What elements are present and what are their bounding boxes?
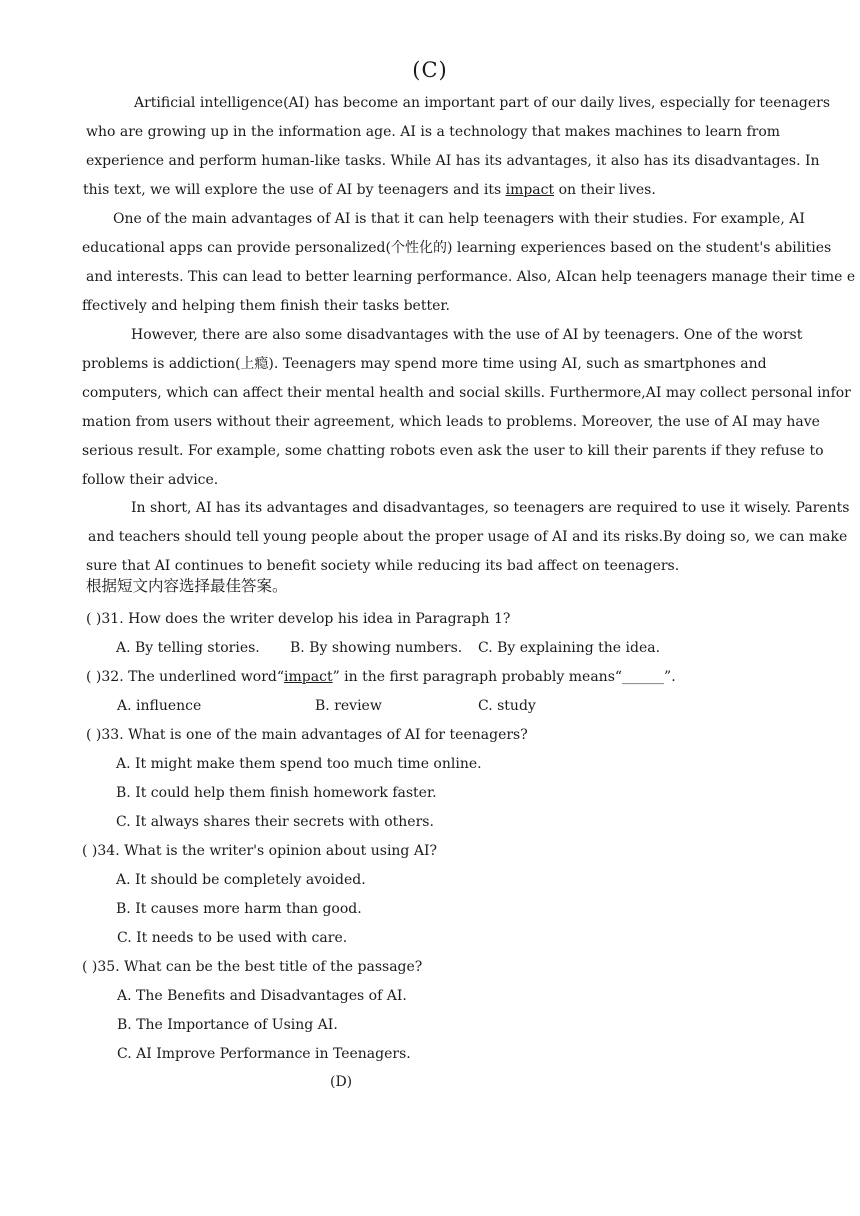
instruction-text: 根据短文内容选择最佳答案。: [86, 577, 288, 595]
p3-line-6: follow their advice.: [82, 472, 219, 488]
q33-option-b: B. It could help them finish homework faster.: [116, 785, 437, 801]
section-c-title: (C): [412, 58, 448, 82]
p3-line-1: However, there are also some disadvantages with the use of AI by teenagers. One of the worst: [131, 327, 803, 343]
q35-option-c: C. AI Improve Performance in Teenagers.: [117, 1046, 411, 1062]
paragraph-1: [82, 89, 831, 205]
p1-line-4-end: on their lives.: [554, 182, 656, 198]
q31-option-c: C. By explaining the idea.: [478, 640, 661, 656]
q32-stem-end: ” in the first paragraph probably means“______”.: [332, 669, 676, 685]
p4-line-3: sure that AI continues to benefit society while reducing its bad affect on teenagers.: [86, 558, 680, 574]
p3-line-4: mation from users without their agreement, which leads to problems. Moreover, the use of AI may have: [82, 414, 820, 430]
p3-line-3: computers, which can affect their mental health and social skills. Furthermore,AI may collect personal infor: [82, 385, 851, 401]
question-32: [86, 669, 676, 685]
q34-option-b: B. It causes more harm than good.: [116, 901, 362, 917]
q33-option-a: A. It might make them spend too much time online.: [116, 756, 482, 772]
q32-stem-start: ( )32. The underlined word“: [86, 669, 285, 685]
q32-option-b: B. review: [315, 698, 382, 714]
p3-line-2: problems is addiction(上瘾). Teenagers may spend more time using AI, such as smartphones and: [82, 356, 767, 372]
q32-option-c: C. study: [478, 698, 536, 714]
p4-line-2: and teachers should tell young people about the proper usage of AI and its risks.By doing so, we can make: [88, 529, 848, 545]
underlined-word-impact: impact: [505, 182, 555, 198]
p2-line-4: ffectively and helping them finish their tasks better.: [82, 298, 450, 314]
paragraph-3: [82, 321, 851, 495]
q34-option-a: A. It should be completely avoided.: [116, 872, 366, 888]
p1-line-1: Artificial intelligence(AI) has become an important part of our daily lives, especially for teenagers: [134, 95, 831, 111]
p1-line-4-start: this text, we will explore the use of AI by teenagers and its: [83, 182, 506, 198]
q31-option-b: B. By showing numbers.: [290, 640, 463, 656]
q35-option-a: A. The Benefits and Disadvantages of AI.: [117, 988, 407, 1004]
q31-option-a: A. By telling stories.: [116, 640, 260, 656]
q34-option-c: C. It needs to be used with care.: [117, 930, 348, 946]
question-35: ( )35. What can be the best title of the passage?: [82, 959, 423, 975]
p2-line-3: and interests. This can lead to better learning performance. Also, AIcan help teenagers manage their time e: [86, 269, 856, 285]
p1-line-3: experience and perform human-like tasks. While AI has its advantages, it also has its disadvantages. In: [86, 153, 820, 169]
q35-option-b: B. The Importance of Using AI.: [117, 1017, 338, 1033]
q32-option-a: A. influence: [117, 698, 202, 714]
paragraph-2: [82, 205, 856, 321]
question-33: ( )33. What is one of the main advantages of AI for teenagers?: [86, 727, 528, 743]
q33-option-c: C. It always shares their secrets with others.: [116, 814, 434, 830]
p4-line-1: In short, AI has its advantages and disadvantages, so teenagers are required to use it wisely. Parents: [131, 500, 850, 516]
question-34: ( )34. What is the writer's opinion about using AI?: [82, 843, 437, 859]
p2-line-1: One of the main advantages of AI is that it can help teenagers with their studies. For example, AI: [113, 211, 805, 227]
question-31: ( )31. How does the writer develop his idea in Paragraph 1?: [86, 611, 511, 627]
q32-underlined-word: impact: [284, 669, 333, 685]
p1-line-4: [82, 176, 782, 205]
p1-line-2: who are growing up in the information age. AI is a technology that makes machines to learn from: [86, 124, 781, 140]
p2-line-2: educational apps can provide personalized(个性化的) learning experiences based on the student's abilities: [82, 240, 832, 256]
paragraph-4: [82, 494, 850, 581]
p3-line-5: serious result. For example, some chatting robots even ask the user to kill their parents if they refuse to: [82, 443, 824, 459]
section-d-title: (D): [330, 1074, 353, 1090]
